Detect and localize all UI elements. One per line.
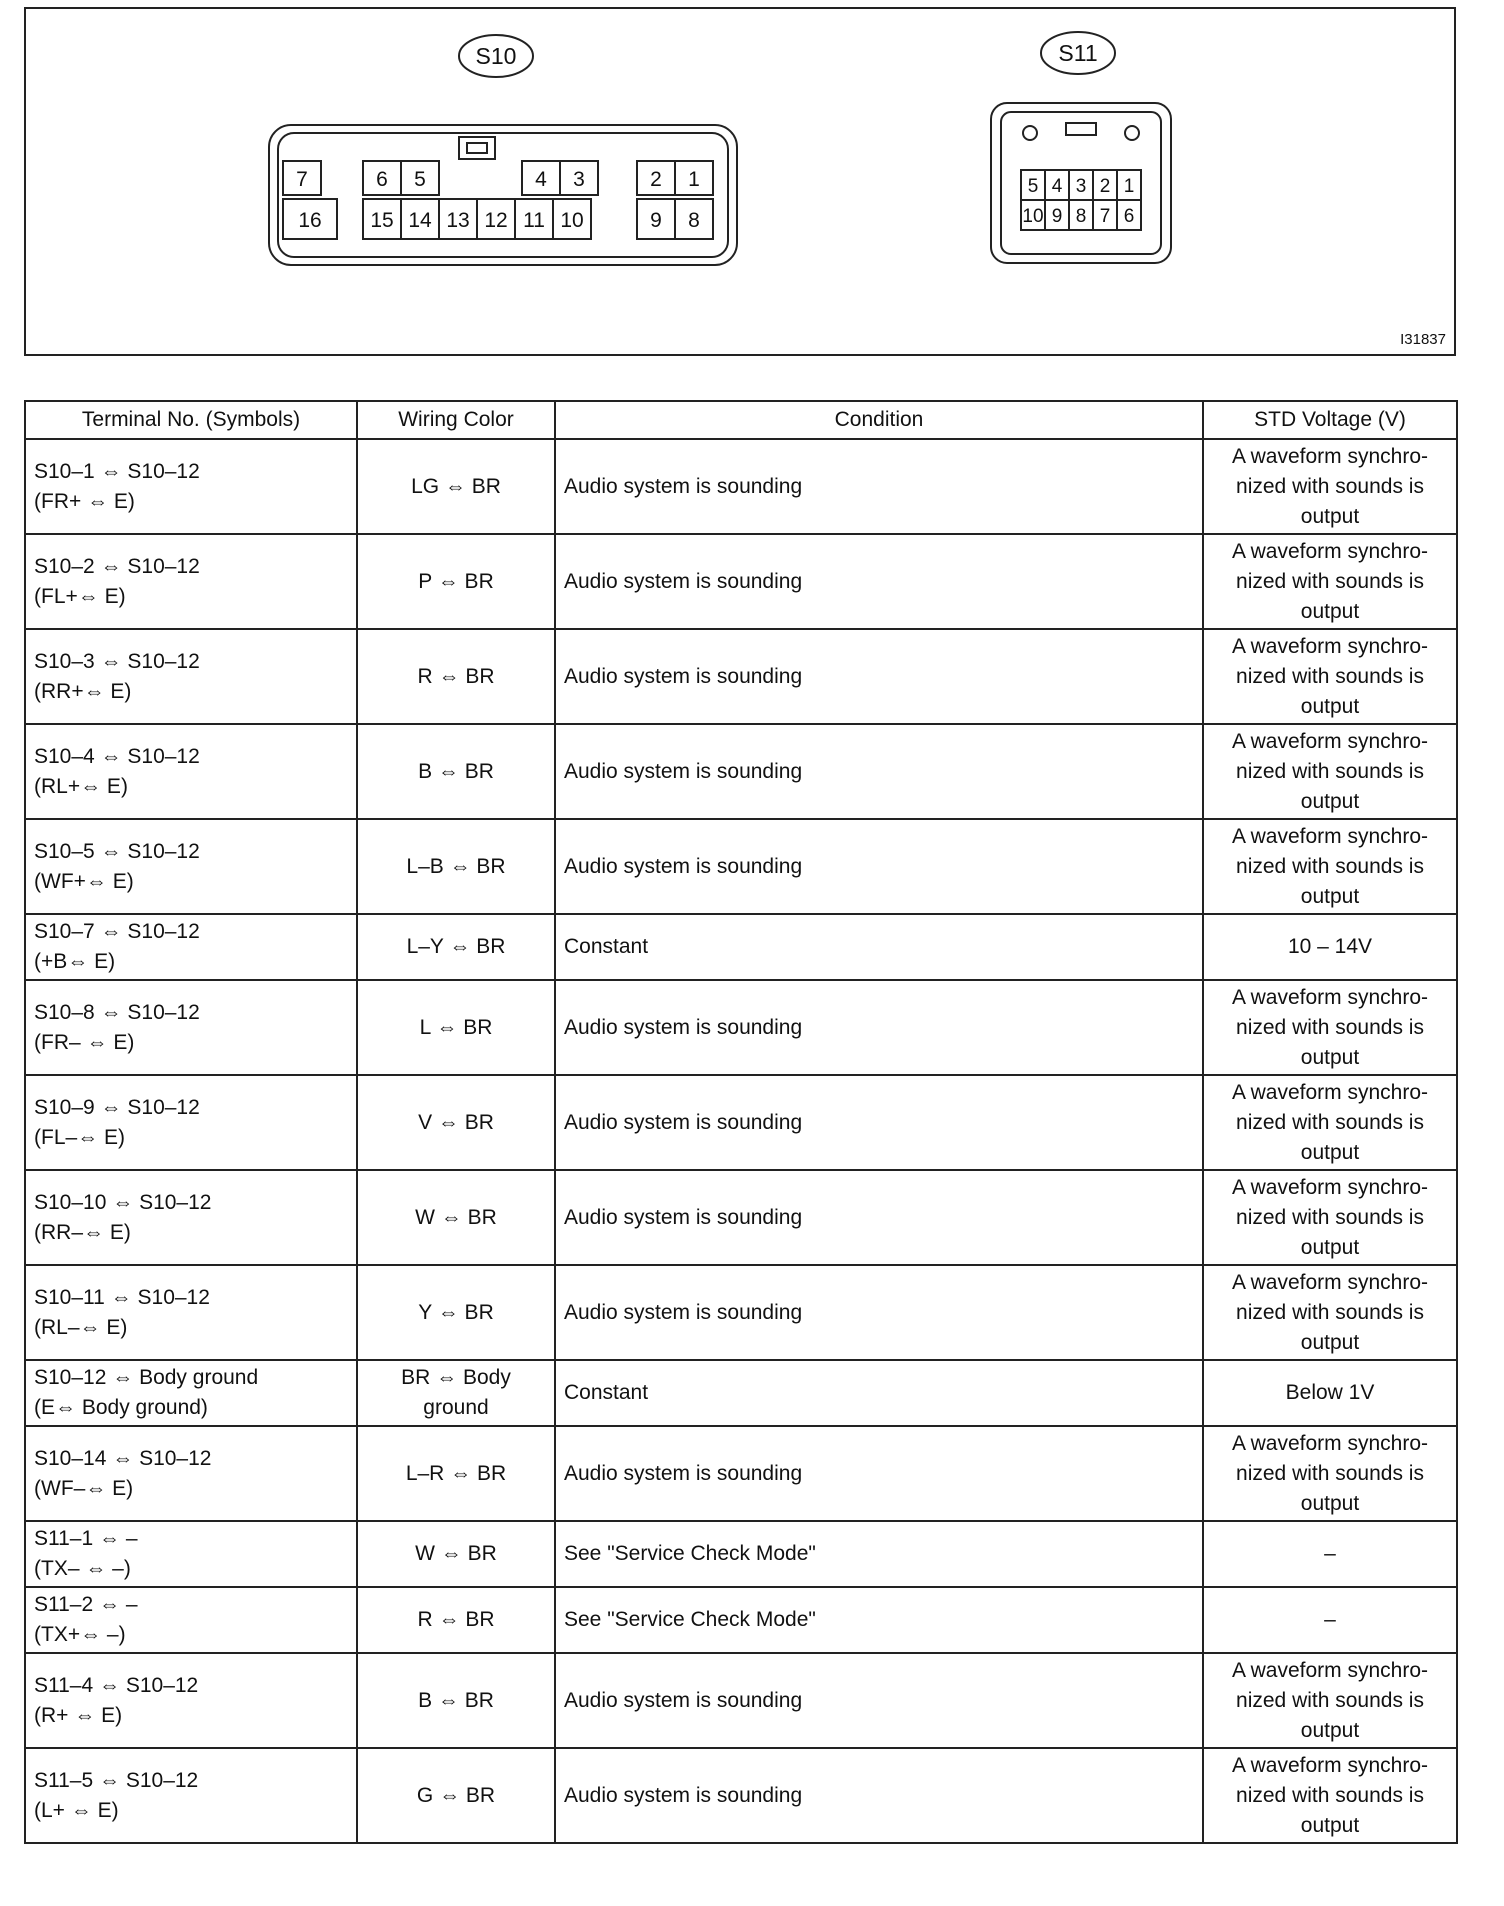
figure-id: I31837 [1400, 331, 1446, 348]
std-voltage-line: output [1300, 694, 1360, 718]
condition-cell [555, 1748, 1203, 1843]
condition-text: Audio system is sounding [564, 1110, 803, 1134]
condition-cell [555, 1265, 1203, 1360]
wiring-color-cell [357, 1170, 555, 1265]
table-row [25, 914, 1457, 980]
s10-pins-top [283, 161, 713, 195]
std-voltage-cell [1203, 1521, 1457, 1587]
std-voltage-cell [1203, 534, 1457, 629]
std-voltage-cell [1203, 1360, 1457, 1426]
terminal-cell [25, 1653, 357, 1748]
condition-text: Audio system is sounding [564, 664, 803, 688]
terminal-number: S10–5 ⇔ S10–12 [34, 839, 200, 863]
terminal-cell [25, 1170, 357, 1265]
std-voltage-cell [1203, 1075, 1457, 1170]
wiring-color: L–B ⇔ BR [406, 854, 506, 878]
terminal-cell [25, 1587, 357, 1653]
terminal-number: S10–12 ⇔ Body ground [34, 1366, 259, 1389]
s10-pin-label: 4 [535, 168, 547, 191]
terminal-symbols: (FR+ ⇔ E) [34, 489, 135, 513]
terminal-cell [25, 819, 357, 914]
terminal-number: S10–9 ⇔ S10–12 [34, 1095, 200, 1119]
std-voltage-line: nized with sounds is [1236, 474, 1424, 498]
std-voltage-line: nized with sounds is [1236, 1783, 1424, 1807]
terminal-cell [25, 1748, 357, 1843]
std-voltage-line: output [1300, 789, 1360, 813]
std-voltage-line: output [1300, 599, 1360, 623]
condition-text: Constant [564, 1381, 649, 1404]
connector-drawing [26, 9, 1458, 358]
condition-text: Audio system is sounding [564, 1688, 803, 1712]
terminal-number: S10–1 ⇔ S10–12 [34, 459, 200, 483]
terminal-cell [25, 629, 357, 724]
terminal-symbols: (FL–⇔ E) [34, 1125, 126, 1149]
table-row [25, 1521, 1457, 1587]
wiring-color-cell [357, 819, 555, 914]
std-voltage-line: nized with sounds is [1236, 1461, 1424, 1485]
std-voltage-line: nized with sounds is [1236, 1110, 1424, 1134]
s10-pin-label: 3 [573, 168, 585, 191]
std-voltage-line: A waveform synchro- [1231, 539, 1429, 563]
header-wiring-color: Wiring Color [357, 401, 555, 439]
s10-pin-label: 6 [376, 168, 388, 191]
wiring-color-cell [357, 439, 555, 534]
terminal-symbols: (TX+⇔ –) [34, 1623, 126, 1646]
condition-cell [555, 534, 1203, 629]
wiring-color: G ⇔ BR [416, 1783, 496, 1807]
std-voltage-line: output [1300, 1813, 1360, 1837]
terminal-symbols: (RR+⇔ E) [34, 679, 132, 703]
std-voltage-line: nized with sounds is [1236, 1300, 1424, 1324]
s11-pin-label: 7 [1099, 206, 1111, 227]
condition-text: Audio system is sounding [564, 1461, 803, 1485]
condition-text: Audio system is sounding [564, 1015, 803, 1039]
condition-cell [555, 1587, 1203, 1653]
std-voltage-cell [1203, 724, 1457, 819]
wiring-color-cell [357, 980, 555, 1075]
wiring-color-cell [357, 914, 555, 980]
std-voltage-line: nized with sounds is [1236, 854, 1424, 878]
table-body [25, 439, 1457, 1843]
table-row [25, 1360, 1457, 1426]
terminal-cell [25, 1521, 357, 1587]
terminal-cell [25, 1426, 357, 1521]
wiring-color-cell [357, 1075, 555, 1170]
std-voltage-line: – [1324, 1608, 1336, 1631]
std-voltage-line: A waveform synchro- [1231, 444, 1429, 468]
terminal-symbols: (FR– ⇔ E) [34, 1030, 135, 1054]
s11-pin-label: 5 [1027, 176, 1039, 197]
wiring-color: LG ⇔ BR [411, 474, 501, 498]
wiring-color: BR ⇔ Body [401, 1366, 511, 1389]
s10-pin-label: 11 [523, 209, 545, 232]
terminal-cell [25, 1075, 357, 1170]
std-voltage-line: A waveform synchro- [1231, 1270, 1429, 1294]
std-voltage-line: A waveform synchro- [1231, 985, 1429, 1009]
wiring-color: R ⇔ BR [417, 1608, 495, 1631]
std-voltage-cell [1203, 629, 1457, 724]
terminal-number: S10–4 ⇔ S10–12 [34, 744, 200, 768]
wiring-color-cont: ground [423, 1396, 489, 1419]
wiring-color: R ⇔ BR [417, 664, 495, 688]
std-voltage-cell [1203, 1653, 1457, 1748]
table-header-row [25, 401, 1457, 439]
s10-pin-label: 14 [408, 209, 432, 232]
std-voltage-cell [1203, 819, 1457, 914]
table-row [25, 1265, 1457, 1360]
s11-pin-label: 10 [1022, 206, 1044, 227]
s11-label: S11 [1058, 40, 1098, 66]
terminal-symbols: (TX– ⇔ –) [34, 1557, 131, 1580]
std-voltage-line: A waveform synchro- [1231, 1753, 1429, 1777]
wiring-color: B ⇔ BR [418, 759, 494, 783]
condition-text: See "Service Check Mode" [564, 1542, 816, 1565]
std-voltage-line: output [1300, 1718, 1360, 1742]
wiring-color-cell [357, 629, 555, 724]
std-voltage-line: nized with sounds is [1236, 664, 1424, 688]
terminal-symbols: (R+ ⇔ E) [34, 1703, 123, 1727]
wiring-color: B ⇔ BR [418, 1688, 494, 1712]
s11-pin-label: 2 [1099, 176, 1111, 197]
s10-latch-inner [467, 143, 487, 153]
s10-pin-label: 12 [484, 209, 508, 232]
std-voltage-line: – [1324, 1542, 1336, 1565]
std-voltage-cell [1203, 1265, 1457, 1360]
condition-text: Audio system is sounding [564, 1205, 803, 1229]
std-voltage-cell [1203, 439, 1457, 534]
wiring-color: W ⇔ BR [415, 1542, 497, 1565]
terminal-symbols: (WF–⇔ E) [34, 1476, 134, 1500]
std-voltage-line: A waveform synchro- [1231, 1175, 1429, 1199]
s11-mount-hole [1125, 126, 1139, 140]
condition-text: See "Service Check Mode" [564, 1608, 816, 1631]
s10-pin-label: 1 [688, 168, 700, 191]
wiring-color-cell [357, 1265, 555, 1360]
condition-cell [555, 1360, 1203, 1426]
std-voltage-line: output [1300, 1491, 1360, 1515]
s10-pin-label: 10 [560, 209, 584, 232]
condition-text: Audio system is sounding [564, 474, 803, 498]
condition-cell [555, 1521, 1203, 1587]
condition-cell [555, 914, 1203, 980]
terminal-number: S11–5 ⇔ S10–12 [34, 1768, 199, 1792]
table-row [25, 1170, 1457, 1265]
terminal-cell [25, 724, 357, 819]
std-voltage-line: output [1300, 1330, 1360, 1354]
s11-pin-label: 4 [1051, 176, 1063, 197]
terminal-number: S10–10 ⇔ S10–12 [34, 1190, 212, 1214]
std-voltage-line: 10 – 14V [1287, 935, 1373, 958]
condition-text: Constant [564, 935, 649, 958]
header-std-voltage: STD Voltage (V) [1203, 401, 1457, 439]
std-voltage-line: A waveform synchro- [1231, 824, 1429, 848]
terminal-symbols: (E⇔ Body ground) [34, 1396, 208, 1419]
wiring-color-cell [357, 1521, 555, 1587]
table-row [25, 439, 1457, 534]
std-voltage-line: output [1300, 504, 1360, 528]
table-row [25, 1653, 1457, 1748]
std-voltage-line: nized with sounds is [1236, 1688, 1424, 1712]
s10-label: S10 [475, 43, 517, 69]
s10-pin-label: 8 [688, 209, 700, 232]
std-voltage-cell [1203, 1587, 1457, 1653]
terminal-symbols: (L+ ⇔ E) [34, 1798, 119, 1822]
terminal-symbols: (FL+⇔ E) [34, 584, 126, 608]
terminal-number: S10–2 ⇔ S10–12 [34, 554, 200, 578]
s10-pin-label: 2 [650, 168, 662, 191]
wiring-color-cell [357, 1748, 555, 1843]
wiring-color: L–Y ⇔ BR [406, 935, 506, 958]
terminal-cell [25, 980, 357, 1075]
table-row [25, 819, 1457, 914]
std-voltage-line: A waveform synchro- [1231, 1080, 1429, 1104]
condition-cell [555, 724, 1203, 819]
std-voltage-line: output [1300, 1235, 1360, 1259]
table-row [25, 724, 1457, 819]
std-voltage-cell [1203, 1170, 1457, 1265]
wiring-color-cell [357, 724, 555, 819]
s11-pin-label: 9 [1051, 206, 1063, 227]
s10-pin-label: 7 [296, 168, 308, 191]
std-voltage-cell [1203, 980, 1457, 1075]
s11-pin-label: 6 [1123, 206, 1135, 227]
std-voltage-line: output [1300, 1045, 1360, 1069]
wiring-color: L ⇔ BR [419, 1015, 493, 1039]
terminal-cell [25, 914, 357, 980]
terminal-cell [25, 439, 357, 534]
terminal-number: S10–8 ⇔ S10–12 [34, 1000, 200, 1024]
condition-text: Audio system is sounding [564, 1783, 803, 1807]
wiring-color: W ⇔ BR [415, 1205, 497, 1229]
std-voltage-line: nized with sounds is [1236, 1015, 1424, 1039]
condition-text: Audio system is sounding [564, 854, 803, 878]
terminal-cell [25, 1265, 357, 1360]
std-voltage-line: Below 1V [1285, 1381, 1375, 1404]
condition-cell [555, 629, 1203, 724]
condition-cell [555, 1653, 1203, 1748]
terminal-cell [25, 534, 357, 629]
terminal-cell [25, 1360, 357, 1426]
std-voltage-line: output [1300, 1140, 1360, 1164]
condition-cell [555, 1075, 1203, 1170]
std-voltage-cell [1203, 1748, 1457, 1843]
wiring-color-cell [357, 1587, 555, 1653]
terminal-number: S10–7 ⇔ S10–12 [34, 920, 200, 943]
wiring-color: L–R ⇔ BR [405, 1461, 507, 1485]
condition-text: Audio system is sounding [564, 1300, 803, 1324]
terminal-number: S10–11 ⇔ S10–12 [34, 1285, 210, 1309]
s10-pin-label: 16 [298, 209, 322, 232]
header-condition: Condition [555, 401, 1203, 439]
terminal-symbols: (RL–⇔ E) [34, 1315, 128, 1339]
terminal-spec-table [24, 400, 1458, 1844]
wiring-color-cell [357, 1653, 555, 1748]
table-row [25, 1748, 1457, 1843]
wiring-color-cell [357, 1360, 555, 1426]
terminal-symbols: (RR–⇔ E) [34, 1220, 131, 1244]
std-voltage-line: A waveform synchro- [1231, 634, 1429, 658]
s11-pin-label: 3 [1075, 176, 1087, 197]
std-voltage-line: A waveform synchro- [1231, 729, 1429, 753]
s10-pin-label: 15 [370, 209, 394, 232]
connector-diagram [24, 7, 1456, 356]
std-voltage-line: nized with sounds is [1236, 759, 1424, 783]
terminal-number: S10–3 ⇔ S10–12 [34, 649, 200, 673]
s10-pin-label: 13 [446, 209, 470, 232]
terminal-number: S10–14 ⇔ S10–12 [34, 1446, 212, 1470]
s11-latch [1066, 123, 1096, 135]
std-voltage-cell [1203, 914, 1457, 980]
s10-pin-label: 9 [650, 209, 662, 232]
condition-cell [555, 1426, 1203, 1521]
terminal-symbols: (WF+⇔ E) [34, 869, 134, 893]
std-voltage-line: A waveform synchro- [1231, 1431, 1429, 1455]
std-voltage-line: nized with sounds is [1236, 569, 1424, 593]
table-row [25, 629, 1457, 724]
table-row [25, 534, 1457, 629]
terminal-number: S11–1 ⇔ – [34, 1527, 138, 1550]
condition-text: Audio system is sounding [564, 569, 803, 593]
std-voltage-cell [1203, 1426, 1457, 1521]
s10-pin-label: 5 [414, 168, 426, 191]
terminal-number: S11–4 ⇔ S10–12 [34, 1673, 199, 1697]
terminal-symbols: (+B⇔ E) [34, 950, 116, 973]
condition-cell [555, 1170, 1203, 1265]
terminal-number: S11–2 ⇔ – [34, 1593, 138, 1616]
header-terminal: Terminal No. (Symbols) [25, 401, 357, 439]
wiring-color: Y ⇔ BR [418, 1300, 494, 1324]
table-row [25, 1426, 1457, 1521]
table-row [25, 1075, 1457, 1170]
condition-cell [555, 980, 1203, 1075]
condition-cell [555, 439, 1203, 534]
wiring-color-cell [357, 1426, 555, 1521]
s11-pin-label: 8 [1075, 206, 1087, 227]
wiring-color: P ⇔ BR [418, 569, 494, 593]
table-row [25, 1587, 1457, 1653]
s11-pin-label: 1 [1123, 176, 1135, 197]
wiring-color: V ⇔ BR [418, 1110, 494, 1134]
table-row [25, 980, 1457, 1075]
wiring-color-cell [357, 534, 555, 629]
terminal-symbols: (RL+⇔ E) [34, 774, 128, 798]
s10-latch [459, 137, 495, 159]
std-voltage-line: A waveform synchro- [1231, 1658, 1429, 1682]
std-voltage-line: output [1300, 884, 1360, 908]
condition-cell [555, 819, 1203, 914]
condition-text: Audio system is sounding [564, 759, 803, 783]
s11-mount-hole [1023, 126, 1037, 140]
std-voltage-line: nized with sounds is [1236, 1205, 1424, 1229]
